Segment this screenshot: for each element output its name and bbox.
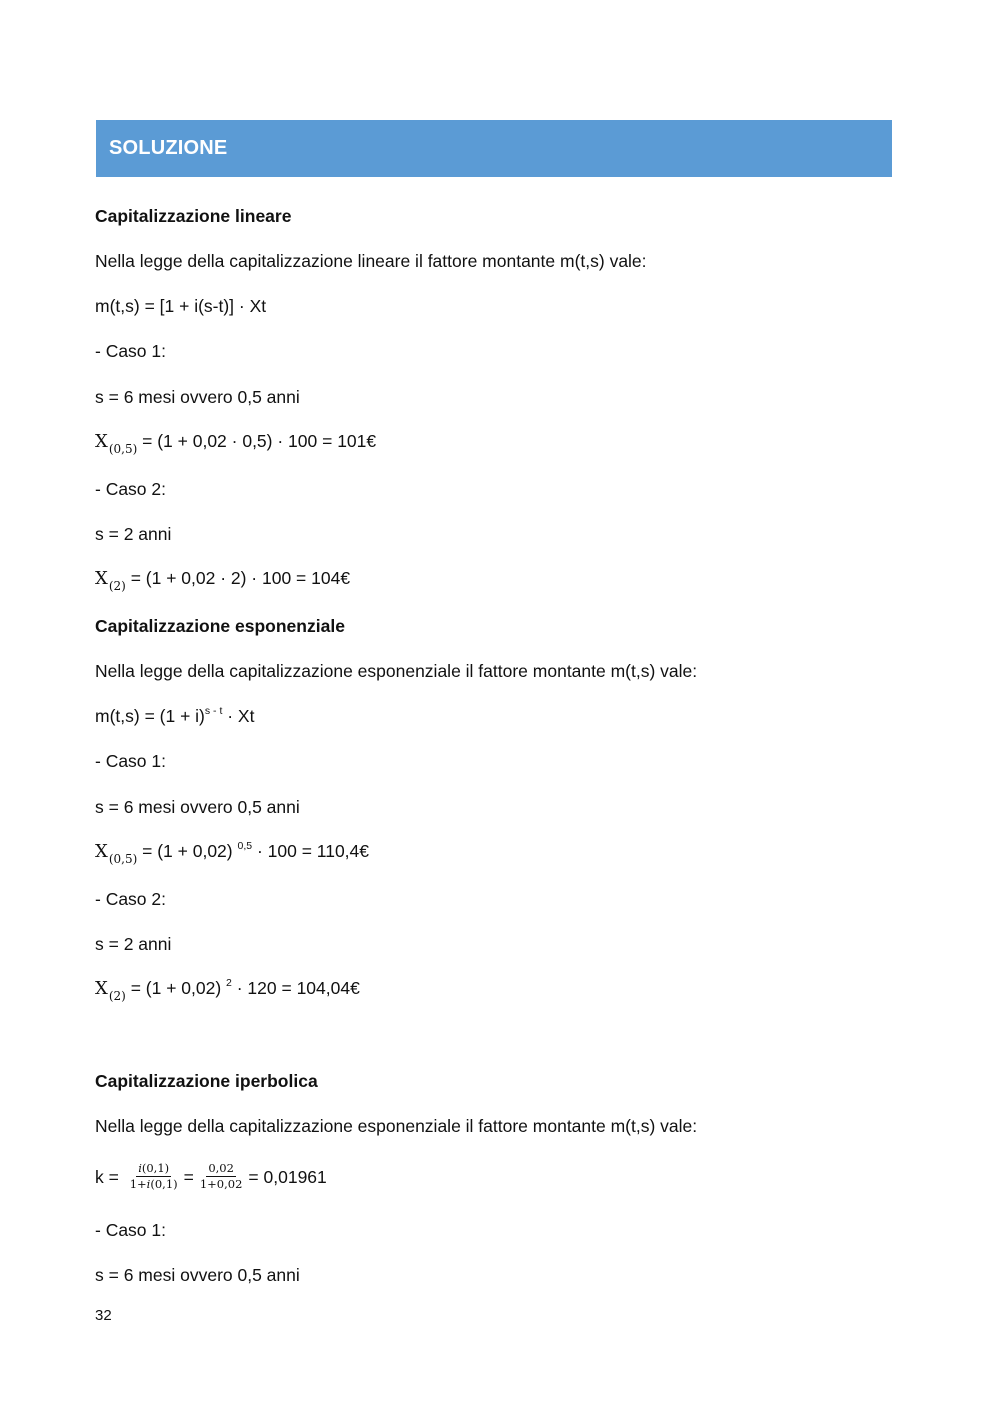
exponential-case1-calc-b: · 100 = 110,4€ <box>252 841 370 861</box>
banner-title: SOLUZIONE <box>109 137 228 159</box>
exponential-case1-var: X <box>95 841 108 862</box>
exponential-case2-sub: (2) <box>108 989 126 1003</box>
rate-symbol: i <box>138 1160 142 1175</box>
exponential-case2-result <box>95 976 360 1003</box>
linear-intro: Nella legge della capitalizzazione lineare il fattore montante m(t,s) vale: <box>95 251 647 271</box>
exponential-case2-label: - Caso 2: <box>95 889 166 909</box>
fraction-rate-numerator <box>136 1161 171 1177</box>
exponential-case2-exponent: 2 <box>226 977 232 989</box>
equals-sign: = <box>183 1167 194 1187</box>
exponential-case1-calc-a: = (1 + 0,02) <box>137 841 238 861</box>
page-number: 32 <box>95 1307 112 1324</box>
linear-case1-label: - Caso 1: <box>95 341 166 361</box>
solution-banner <box>96 120 892 177</box>
exponential-formula-tail: · Xt <box>222 706 255 726</box>
exponential-formula-base: m(t,s) = (1 + i) <box>95 706 205 726</box>
linear-case1-result <box>95 429 376 455</box>
linear-case2-result <box>95 566 350 592</box>
fraction-values-denominator: 1+0,02 <box>199 1176 243 1191</box>
exponential-case1-exponent: 0,5 <box>237 840 253 852</box>
hyperbolic-intro: Nella legge della capitalizzazione esponenziale il fattore montante m(t,s) vale: <box>95 1116 698 1136</box>
exponential-case2-calc-b: · 120 = 104,04€ <box>231 978 360 998</box>
linear-case2-var: X <box>95 568 108 589</box>
fraction-values-numerator: 0,02 <box>208 1160 234 1175</box>
exponential-case1-result <box>95 839 369 866</box>
exponential-case2-period: s = 2 anni <box>95 934 172 954</box>
exponential-intro: Nella legge della capitalizzazione esponenziale il fattore montante m(t,s) vale: <box>95 661 698 681</box>
exponential-case1-sub: (0,5) <box>108 852 138 866</box>
linear-case2-sub: (2) <box>108 579 126 593</box>
section-heading-hyperbolic: Capitalizzazione iperbolica <box>95 1071 318 1091</box>
linear-case1-sub: (0,5) <box>108 442 138 456</box>
denominator-one-plus: 1+ <box>129 1176 147 1191</box>
exponential-case1-label: - Caso 1: <box>95 751 166 771</box>
linear-case1-period: s = 6 mesi ovvero 0,5 anni <box>95 387 300 407</box>
linear-case2-period: s = 2 anni <box>95 524 172 544</box>
linear-case2-label: - Caso 2: <box>95 479 166 499</box>
section-heading-exponential: Capitalizzazione esponenziale <box>95 616 345 636</box>
denominator-rate-interval: (0,1) <box>150 1176 178 1191</box>
section-heading-linear: Capitalizzazione lineare <box>95 206 292 226</box>
linear-case2-calc: = (1 + 0,02 · 2) · 100 = 104€ <box>125 568 351 588</box>
linear-case1-calc: = (1 + 0,02 · 0,5) · 100 = 101€ <box>137 431 377 451</box>
denominator-rate-symbol: i <box>146 1176 151 1191</box>
hyperbolic-case1-period: s = 6 mesi ovvero 0,5 anni <box>95 1265 300 1285</box>
exponential-case2-calc-a: = (1 + 0,02) <box>125 978 227 998</box>
hyperbolic-case1-label: - Caso 1: <box>95 1220 166 1240</box>
k-label: k = <box>95 1167 119 1187</box>
exponential-formula <box>95 704 254 731</box>
hyperbolic-k-formula <box>95 1160 327 1194</box>
rate-interval: (0,1) <box>141 1160 170 1175</box>
linear-case1-var: X <box>95 431 108 452</box>
linear-formula: m(t,s) = [1 + i(s-t)] · Xt <box>95 296 267 316</box>
exponential-case2-var: X <box>95 978 108 999</box>
exponential-case1-period: s = 6 mesi ovvero 0,5 anni <box>95 797 300 817</box>
fraction-rate <box>128 1161 180 1192</box>
exponential-formula-exponent: s - t <box>204 705 223 717</box>
fraction-rate-denominator <box>128 1177 180 1192</box>
k-result: = 0,01961 <box>248 1167 327 1187</box>
fraction-values <box>198 1161 245 1192</box>
